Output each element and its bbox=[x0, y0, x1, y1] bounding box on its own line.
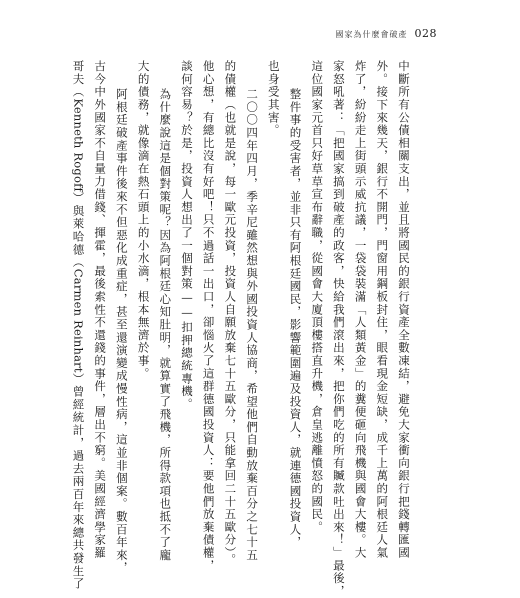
text-line: 炸了，紛紛走上街頭示威抗議，一袋袋裝滿「人類黃金」的糞便砸向飛機與國會大樓。大 bbox=[353, 60, 368, 560]
latin-name: Kenneth Rogoff bbox=[71, 98, 86, 192]
vertical-text-block bbox=[71, 60, 414, 598]
text-line: 的債權（也就是說，每一歐元投資，投資人自願放棄七十五歐分，只能拿回二十五歐分）。 bbox=[223, 60, 238, 567]
text-line: 中斷所有公債相關支出，並且將國民的銀行資產全數凍結，避免大家衝向銀行把錢轉匯國 bbox=[397, 60, 411, 560]
text-line: 談何容易？於是，投資人想出了一個對策——扣押總統專機。 bbox=[179, 60, 194, 411]
text-line: 古今中外國家不自量力借錢、揮霍，最後索性不還錢的事件，層出不窮。美國經濟學家羅 bbox=[93, 60, 108, 560]
text-line: 也身受其害。 bbox=[266, 60, 281, 137]
latin-name: Carmen Reinhart bbox=[71, 268, 86, 373]
running-title: 國家為什麼會破產 bbox=[335, 30, 408, 39]
text-line: 阿根廷破產事件後來不但惡化成重症，甚至還演變成慢性病，這並非個案。數百年來， bbox=[114, 87, 129, 574]
text-line: 這位國家元首只好草草宣布辭職，從國會大廈頂樓搭直升機，倉皇逃離憤怒的國民。 bbox=[310, 60, 325, 534]
text-line: 家怒吼著：「把國家搞到破產的政客，快給我們滾出來，把你們吃的所有贓款吐出來！」最後， bbox=[331, 60, 346, 598]
text-line: 為什麼說這是個對策呢？因為阿根廷心知肚明，就算實了飛機，所得款項也抵不了龐 bbox=[158, 87, 173, 562]
text-line: 二〇〇四年四月，季辛尼雖然想與外國投資人協商，希望他們自動放棄百分之七十五 bbox=[245, 87, 260, 562]
text-line: 他心想，有總比沒有好吧！只不過話一出口，卻惱火了這群德國投資人：要他們放棄債權， bbox=[201, 60, 216, 572]
text-line: 哥夫（Kenneth Rogoff）與萊哈德（Carmen Reinhart）曾經統計，過去兩百年來總共發生了 bbox=[71, 60, 86, 591]
page-number: 028 bbox=[414, 27, 437, 40]
text-line: 大的債務，就像滴在熱石頭上的小水滴，根本無濟於事。 bbox=[136, 60, 151, 380]
running-head bbox=[336, 27, 438, 40]
text-line: 整件事的受害者，並非只有阿根廷國民，影響範圍遍及投資人，就連德國投資人， bbox=[288, 87, 303, 549]
text-line: 外。接下來幾天，銀行不開門，門窗用鋼板封住，眼看現金短缺，成千上萬的阿根廷人氣 bbox=[375, 60, 390, 560]
